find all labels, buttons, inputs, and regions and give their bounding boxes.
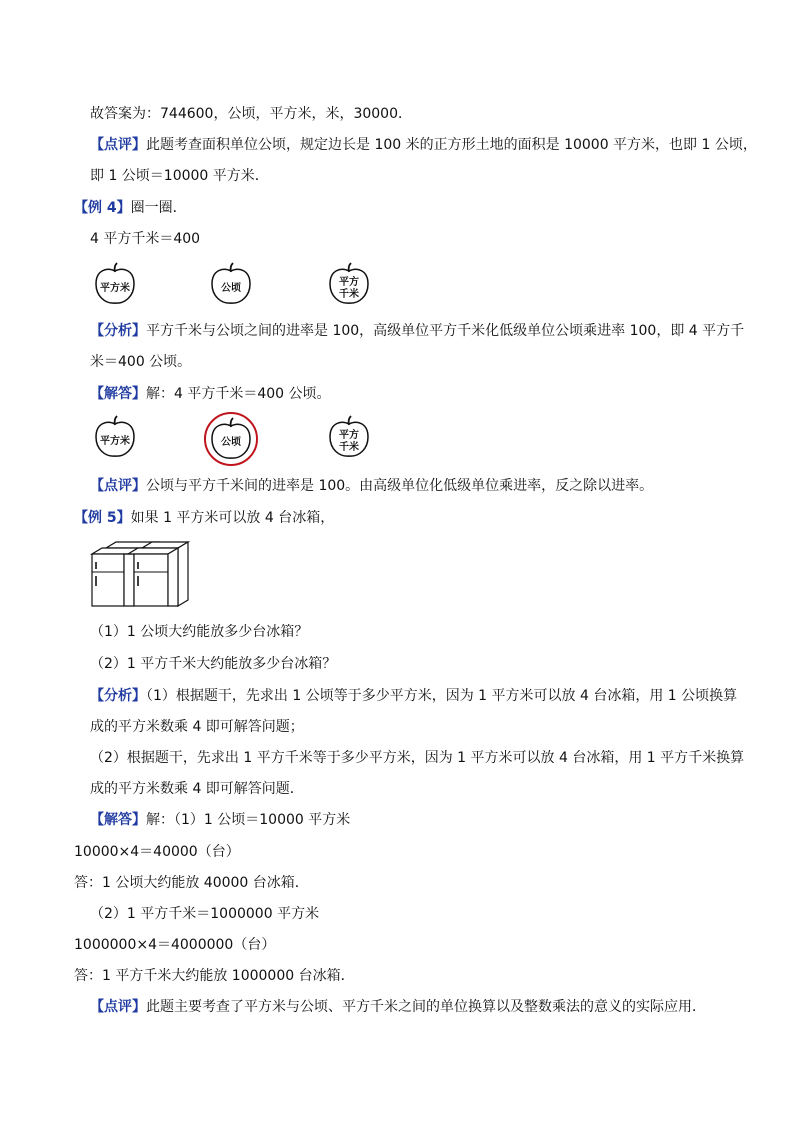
apple-choice-2[interactable] bbox=[208, 262, 254, 306]
apple-label: 平方 bbox=[339, 430, 359, 441]
example-prompt: 圈一圈． bbox=[130, 200, 187, 216]
answer-tag: 【解答】 bbox=[90, 386, 146, 402]
comment-text: 公顷与平方千米间的进率是 100。由高级单位化低级单位乘进率，反之除以进率。 bbox=[146, 478, 654, 494]
example5-analysis-line3: （2）根据题干，先求出 1 平方千米等于多少平方米，因为 1 平方米可以放 4 台冰箱，用 1 平方千米换算 bbox=[90, 750, 745, 766]
example-tag: 【例 5】 bbox=[74, 510, 131, 526]
comment-text: 此题考查面积单位公顷，规定边长是 100 米的正方形土地的面积是 10000 平方米，也即 1 公顷， bbox=[146, 137, 757, 153]
example5-answer-line4: （2）1 平方千米＝1000000 平方米 bbox=[90, 906, 320, 922]
prev-comment-line2: 即 1 公顷＝10000 平方米． bbox=[90, 168, 269, 184]
comment-tag: 【点评】 bbox=[90, 137, 146, 153]
example-prompt: 如果 1 平方米可以放 4 台冰箱， bbox=[130, 510, 335, 526]
example5-heading bbox=[74, 508, 334, 528]
example-tag: 【例 4】 bbox=[74, 200, 131, 216]
answer-text: 解：（1）1 公顷＝10000 平方米 bbox=[146, 812, 351, 828]
analysis-text: 平方千米与公顷之间的进率是 100，高级单位平方千米化低级单位公顷乘进率 100，即 4 平方千 bbox=[146, 323, 745, 339]
answer-apple-3 bbox=[326, 415, 372, 459]
refrigerator-illustration bbox=[90, 540, 190, 614]
example5-answer-line5: 1000000×4＝4000000（台） bbox=[74, 937, 276, 953]
comment-tag: 【点评】 bbox=[90, 999, 146, 1015]
apple-label: 公顷 bbox=[221, 283, 241, 294]
apple-choice-3[interactable] bbox=[326, 262, 372, 306]
analysis-text: （1）根据题干，先求出 1 公顷等于多少平方米，因为 1 平方米可以放 4 台冰箱，用 1 公顷换算 bbox=[146, 688, 738, 704]
example5-q1: （1）1 公顷大约能放多少台冰箱？ bbox=[90, 624, 309, 640]
answer-apple-1 bbox=[92, 415, 138, 459]
example5-comment bbox=[90, 997, 706, 1017]
apple-label: 平方米 bbox=[100, 436, 130, 447]
apple-label: 公顷 bbox=[221, 437, 241, 448]
example4-heading bbox=[74, 198, 187, 218]
example5-answer-line2: 10000×4＝40000（台） bbox=[74, 844, 240, 860]
answer-apple-2-circled bbox=[202, 410, 260, 468]
answer-text: 解：4 平方千米＝400 公顷。 bbox=[146, 386, 331, 402]
apple-label: 平方 bbox=[339, 277, 359, 288]
refrigerator-icon bbox=[90, 540, 190, 610]
comment-tag: 【点评】 bbox=[90, 478, 146, 494]
comment-text: 此题主要考查了平方米与公顷、平方千米之间的单位换算以及整数乘法的意义的实际应用． bbox=[146, 999, 706, 1015]
apple-label-line2: 千米 bbox=[339, 289, 359, 300]
example4-question: 4 平方千米＝400 bbox=[90, 231, 201, 247]
example5-analysis-line1 bbox=[90, 686, 737, 706]
example5-answer-line3: 答：1 公顷大约能放 40000 台冰箱． bbox=[74, 875, 309, 891]
analysis-tag: 【分析】 bbox=[90, 688, 146, 704]
prev-comment-line1 bbox=[90, 135, 757, 155]
example5-answer-line1 bbox=[90, 810, 350, 830]
example4-answer bbox=[90, 384, 331, 404]
example5-analysis-line2: 成的平方米数乘 4 即可解答问题； bbox=[90, 719, 304, 735]
prev-answer-text: 故答案为：744600，公顷，平方米，米，30000． bbox=[90, 106, 412, 122]
analysis-tag: 【分析】 bbox=[90, 323, 146, 339]
example4-comment bbox=[90, 476, 653, 496]
example4-analysis-line2: 米＝400 公顷。 bbox=[90, 354, 192, 370]
apple-label-line2: 千米 bbox=[339, 442, 359, 453]
example5-answer-line6: 答：1 平方千米大约能放 1000000 台冰箱． bbox=[74, 968, 355, 984]
example4-analysis-line1 bbox=[90, 321, 744, 341]
example5-q2: （2）1 平方千米大约能放多少台冰箱？ bbox=[90, 656, 337, 672]
apple-label: 平方米 bbox=[100, 283, 130, 294]
apple-choice-1[interactable] bbox=[92, 262, 138, 306]
example5-analysis-line4: 成的平方米数乘 4 即可解答问题． bbox=[90, 781, 304, 797]
answer-tag: 【解答】 bbox=[90, 812, 146, 828]
